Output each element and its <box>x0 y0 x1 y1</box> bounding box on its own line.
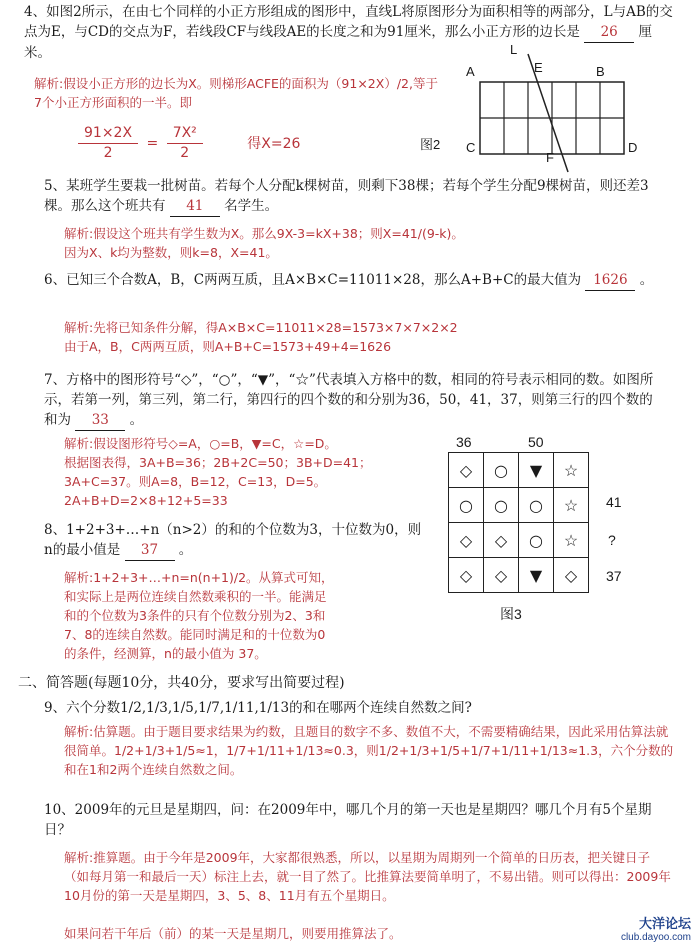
q6-sol-1: 解析:先将已知条件分解，得A×B×C=11011×28=1573×7×7×2×2 <box>64 320 458 335</box>
q5-text-b: 名学生。 <box>224 198 279 214</box>
q8-sol-2: 和实际上是两位连续自然数乘积的一半。能满足 <box>64 589 327 604</box>
q6-text-a: 6、已知三个合数A，B，C两两互质，且A×B×C=11011×28，那么A+B+C的最大值为 <box>44 272 582 288</box>
q8-sol-1: 解析:1+2+3+…+n=n(n+1)/2。从算式可知， <box>64 570 334 585</box>
label-D: D <box>628 140 638 155</box>
fig3-row <box>449 523 589 558</box>
label-A: A <box>466 64 475 79</box>
q7-text <box>44 370 664 431</box>
fig3-colsum-1: 36 <box>456 434 472 450</box>
fig3-cell: ◇ <box>449 453 484 488</box>
fig3-cell: ☆ <box>554 453 589 488</box>
fig3-cell: ○ <box>519 523 554 558</box>
fig3-cell: ▼ <box>519 453 554 488</box>
fig3-cell: ◇ <box>554 558 589 593</box>
q8-answer: 37 <box>125 540 175 561</box>
q6-sol-2: 由于A，B，C两两互质，则A+B+C=1573+49+4=1626 <box>64 339 392 354</box>
fig3-cell: ○ <box>519 488 554 523</box>
q4-text-b: 厘米。 <box>24 24 652 61</box>
q6-answer: 1626 <box>585 270 635 291</box>
q10-solution: 解析:推算题。由于今年是2009年，大家都很熟悉，所以，以星期为周期列一个简单的日历表，把关键日子（如每月第一和最后一天）标注上去，就一目了然了。比推算法要简单明了，不易出错。则可以得出：2009年10月份的第一天是星期四，3、5、8、11月有五个星期日。 <box>64 850 671 903</box>
fig3-cell: ☆ <box>554 523 589 558</box>
fig3-cell: ○ <box>484 488 519 523</box>
q7-text-b: 。 <box>129 412 144 428</box>
q4-eq: = <box>146 135 159 152</box>
fig3-row <box>449 488 589 523</box>
q5-sol-1: 解析:假设这个班共有学生数为X。那么9X-3=kX+38；则X=41/(9-k)。 <box>64 226 464 241</box>
q4-text-a: 4、如图2所示，在由七个同样的小正方形组成的图形中，直线L将原图形分为面积相等的两部分，L与AB的交点为E，与CD的交点为F，若线段CF与线段AE的长度之和为91厘米，那么小正方形的边长是 <box>24 4 673 40</box>
fig3-rowsum-4: 37 <box>606 568 622 584</box>
q6-text <box>44 270 664 291</box>
label-E: E <box>534 60 543 75</box>
fig3-row <box>449 558 589 593</box>
q7-sol-3: 3A+C=37。则A=8，B=12，C=13，D=5。 <box>64 474 327 489</box>
figure-2-caption: 图2 <box>420 137 441 152</box>
q5-text <box>44 176 674 217</box>
fig3-cell: ○ <box>449 488 484 523</box>
fig3-cell: ◇ <box>449 523 484 558</box>
logo-brand: 大洋论坛 <box>638 916 691 931</box>
q5-solution <box>64 224 664 262</box>
q4-answer: 26 <box>584 22 634 43</box>
fig3-row <box>449 453 589 488</box>
q4-frac1: $\frac{91\times 2X}{2}$ <box>78 124 138 163</box>
fig3-cell: ▼ <box>519 558 554 593</box>
fig3-cell: ◇ <box>484 523 519 558</box>
q8-sol-4: 7、8的连续自然数。能同时满足和的十位数为0 <box>64 627 326 642</box>
q9-text: 9、六个分数1/2,1/3,1/5,1/7,1/11,1/13的和在哪两个连续自然数之间? <box>44 700 472 716</box>
q8-text <box>44 520 424 561</box>
q10-text: 10、2009年的元旦是星期四，问：在2009年中，哪几个月的第一天也是星期四？哪几个月有5个星期日？ <box>44 802 652 838</box>
label-B: B <box>596 64 605 79</box>
fig3-rowsum-2: 41 <box>606 494 622 510</box>
q8-text-b: 。 <box>178 542 193 558</box>
section-2-title: 二、简答题(每题10分，共40分，要求写出简要过程) <box>18 675 345 691</box>
fig3-cell: ☆ <box>554 488 589 523</box>
q4-solution <box>34 74 444 112</box>
q9-solution: 解析:估算题。由于题目要求结果为约数，且题目的数字不多、数值不大，不需要精确结果，因此采用估算法就很简单。1/2+1/3+1/5≈1，1/7+1/11+1/13≈0.3，则1/2+1/3+1/5+1/7+1/11+1/13≈1.3，六个分数的和在1和2两个连续自然数之间。 <box>64 724 674 777</box>
q5-text-a: 5、某班学生要栽一批树苗。若每个人分配k棵树苗，则剩下38棵；若每个学生分配9棵树苗，则还差3棵。那么这个班共有 <box>44 178 649 214</box>
fig3-cell: ◇ <box>484 558 519 593</box>
q7-sol-1: 解析:假设图形符号◇=A，○=B，▼=C，☆=D。 <box>64 436 337 451</box>
q6-solution <box>64 318 664 356</box>
fig3-rowsum-3: ? <box>608 532 616 548</box>
q8-solution <box>64 568 434 663</box>
q8-sol-5: 的条件，经测算，n的最小值为 37。 <box>64 646 267 661</box>
fig3-colsum-3: 50 <box>528 434 544 450</box>
fig3-cell: ○ <box>484 453 519 488</box>
q8-sol-3: 和的个位数为3条件的只有个位数分别为2、3和 <box>64 608 326 623</box>
fig3-cell: ◇ <box>449 558 484 593</box>
q7-text-a: 7、方格中的图形符号“◇”，“○”，“▼”，“☆”代表填入方格中的数，相同的符号表示相同的数。如图所示，若第一列，第三列，第二行，第四行的四个数的和分别为36，50，41，37，则第三行的四个数的和为 <box>44 372 654 428</box>
q4-sol-1: 解析:假设小正方形的边长为X。则梯形ACFE的面积为（91×2X）/2,等于7个小正方形面积的一半。即 <box>34 76 438 110</box>
q6-text-b: 。 <box>639 272 654 288</box>
q7-sol-2: 根据图表得，3A+B=36；2B+2C=50；3B+D=41； <box>64 455 372 470</box>
q4-formula <box>74 124 374 163</box>
figure-3-caption: 图3 <box>500 606 522 622</box>
q8-text-a: 8、1+2+3+…+n（n>2）的和的个位数为3，十位数为0，则n的最小值是 <box>44 522 422 558</box>
q4-result: 得X=26 <box>247 135 301 152</box>
q7-answer: 33 <box>75 410 125 431</box>
fig3-grid <box>448 452 589 593</box>
label-C: C <box>466 140 476 155</box>
label-F: F <box>546 150 554 165</box>
q7-solution <box>64 434 404 510</box>
q10-solution-tail: 如果问若干年后（前）的某一天是星期几，则要用推算法了。 <box>64 926 402 941</box>
dayoo-logo <box>621 913 691 943</box>
q7-sol-4: 2A+B+D=2×8+12+5=33 <box>64 493 228 508</box>
logo-url: club.dayoo.com <box>620 932 691 943</box>
q4-frac2: $\frac{\text{7X²}}{2}$ <box>167 124 203 163</box>
q5-sol-2: 因为X、k均为整数，则k=8，X=41。 <box>64 245 278 260</box>
label-L: L <box>510 42 518 57</box>
q5-answer: 41 <box>170 196 220 217</box>
